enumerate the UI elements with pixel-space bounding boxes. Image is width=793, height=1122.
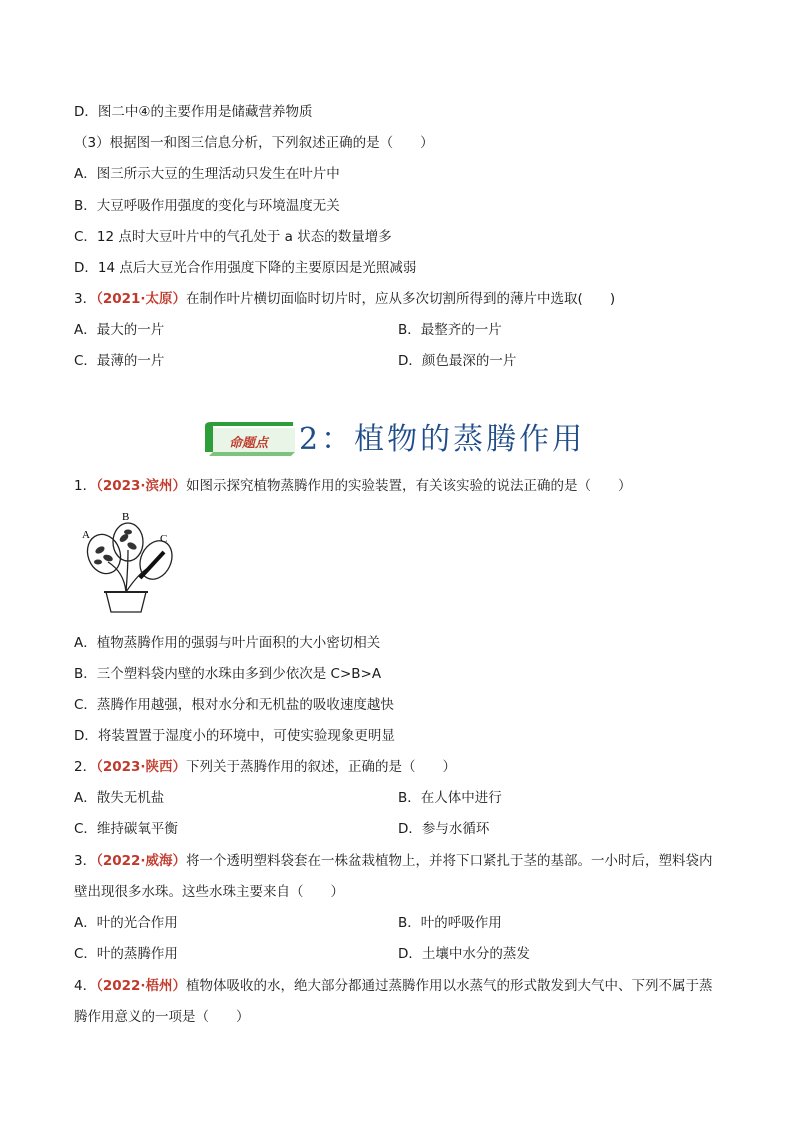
- plant-experiment-figure: [78, 512, 178, 616]
- option-d: D．将装置置于湿度小的环境中，可使实验现象更明显: [74, 728, 395, 744]
- question-3-stem-cont: 壁出现很多水珠。这些水珠主要来自（ ）: [74, 884, 344, 900]
- option-c: C．叶的蒸腾作用: [74, 946, 178, 962]
- option-b: B．大豆呼吸作用强度的变化与环境温度无关: [74, 198, 340, 214]
- option-b: B．叶的呼吸作用: [398, 915, 502, 931]
- question-text: 在制作叶片横切面临时切片时，应从多次切割所得到的薄片中选取( ): [186, 291, 616, 307]
- label-a: A: [82, 529, 90, 541]
- option-d: D．14 点后大豆光合作用强度下降的主要原因是光照减弱: [74, 260, 417, 276]
- source-tag: （2021·太原）: [96, 291, 187, 307]
- option-a: A．植物蒸腾作用的强弱与叶片面积的大小密切相关: [74, 635, 381, 651]
- label-c: C: [160, 533, 168, 545]
- question-4-stem-cont: 腾作用意义的一项是（ ）: [74, 1009, 250, 1025]
- question-text: 如图示探究植物蒸腾作用的实验装置，有关该实验的说法正确的是（ ）: [186, 478, 632, 494]
- section-tab-label: 命题点: [229, 436, 269, 451]
- source-tag: （2022·梧州）: [96, 978, 187, 994]
- option-d: D．土壤中水分的蒸发: [398, 946, 530, 962]
- question-number: 3．: [74, 291, 97, 307]
- option-d: D．颜色最深的一片: [398, 353, 517, 369]
- question-number: 1．: [74, 478, 97, 494]
- question-3-stem: [74, 290, 615, 308]
- sub-question-3: （3）根据图一和图三信息分析，下列叙述正确的是（ ）: [74, 135, 434, 151]
- option-a: A．最大的一片: [74, 322, 165, 338]
- question-number: 4．: [74, 978, 97, 994]
- question-text: 将一个透明塑料袋套在一株盆栽植物上，并将下口紧扎于茎的基部。一小时后，塑料袋内: [186, 853, 713, 869]
- option-a: A．叶的光合作用: [74, 915, 178, 931]
- question-number: 3．: [74, 853, 97, 869]
- question-number: 2．: [74, 759, 97, 775]
- option-c: C．最薄的一片: [74, 353, 165, 369]
- question-3-stem: [74, 852, 713, 870]
- question-1-stem: [74, 477, 632, 495]
- source-tag: （2023·陕西）: [96, 759, 187, 775]
- question-text: 下列关于蒸腾作用的叙述，正确的是（ ）: [186, 759, 457, 775]
- question-text: 植物体吸收的水，绝大部分都通过蒸腾作用以水蒸气的形式散发到大气中、下列不属于蒸: [186, 978, 713, 994]
- option-b: B．最整齐的一片: [398, 322, 502, 338]
- option-d: D．图二中④的主要作用是储藏营养物质: [74, 104, 313, 120]
- option-a: A．图三所示大豆的生理活动只发生在叶片中: [74, 166, 340, 182]
- question-4-stem: [74, 977, 713, 995]
- option-b: B．在人体中进行: [398, 790, 502, 806]
- source-tag: （2023·滨州）: [96, 478, 187, 494]
- question-2-stem: [74, 758, 456, 776]
- option-c: C．蒸腾作用越强，根对水分和无机盐的吸收速度越快: [74, 697, 394, 713]
- source-tag: （2022·威海）: [96, 853, 187, 869]
- option-d: D．参与水循环: [398, 821, 490, 837]
- option-c: C．12 点时大豆叶片中的气孔处于 a 状态的数量增多: [74, 229, 392, 245]
- option-c: C．维持碳氧平衡: [74, 821, 178, 837]
- option-a: A．散失无机盐: [74, 790, 165, 806]
- section-title: 2：植物的蒸腾作用: [299, 422, 586, 457]
- option-b: B．三个塑料袋内壁的水珠由多到少依次是 C>B>A: [74, 666, 382, 682]
- section-banner: [203, 418, 603, 464]
- label-b: B: [122, 512, 130, 523]
